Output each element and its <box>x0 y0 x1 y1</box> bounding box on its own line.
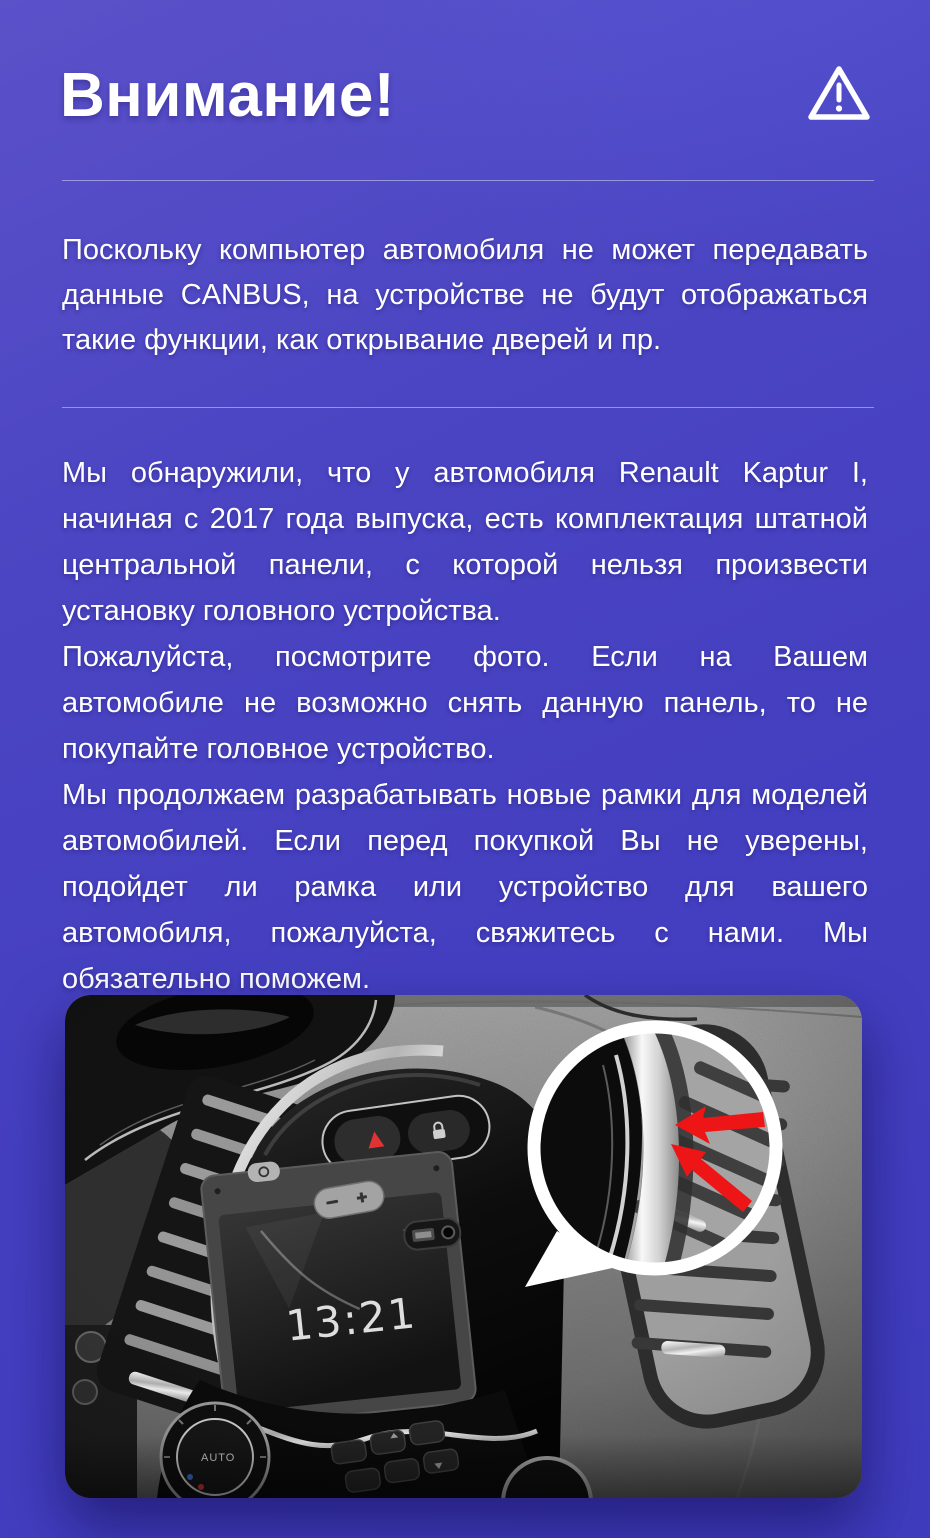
photo-check-paragraph: Пожалуйста, посмотрите фото. Если на Вашем автомобиле не возможно снять данную панель, то не покупайте головное устройство. <box>62 641 868 765</box>
dashboard-photo-graphic <box>65 995 862 1498</box>
canbus-notice-paragraph: Поскольку компьютер автомобиля не может передавать данные CANBUS, на устройстве не будут отображаться такие функции, как открывание дверей и пр. <box>62 234 868 356</box>
kaptur-notice-paragraph: Мы обнаружили, что у автомобиля Renault Kaptur I, начиная с 2017 года выпуска, есть комплектация штатной центральной панели, с которой нельзя произвести установку головного устройства. <box>62 457 868 627</box>
divider-top <box>62 180 874 181</box>
divider-middle <box>62 407 874 408</box>
dashboard-photo <box>65 995 862 1498</box>
photo-vignette <box>65 995 862 1498</box>
main-text-block <box>62 450 868 1002</box>
page-title: Внимание! <box>60 61 396 130</box>
contact-us-paragraph: Мы продолжаем разрабатывать новые рамки для моделей автомобилей. Если перед покупкой Вы не уверены, подойдет ли рамка или устройство для вашего автомобиля, пожалуйста, свяжитесь с нами. Мы обязательно поможем. <box>62 779 868 995</box>
warning-triangle-icon <box>806 62 872 124</box>
